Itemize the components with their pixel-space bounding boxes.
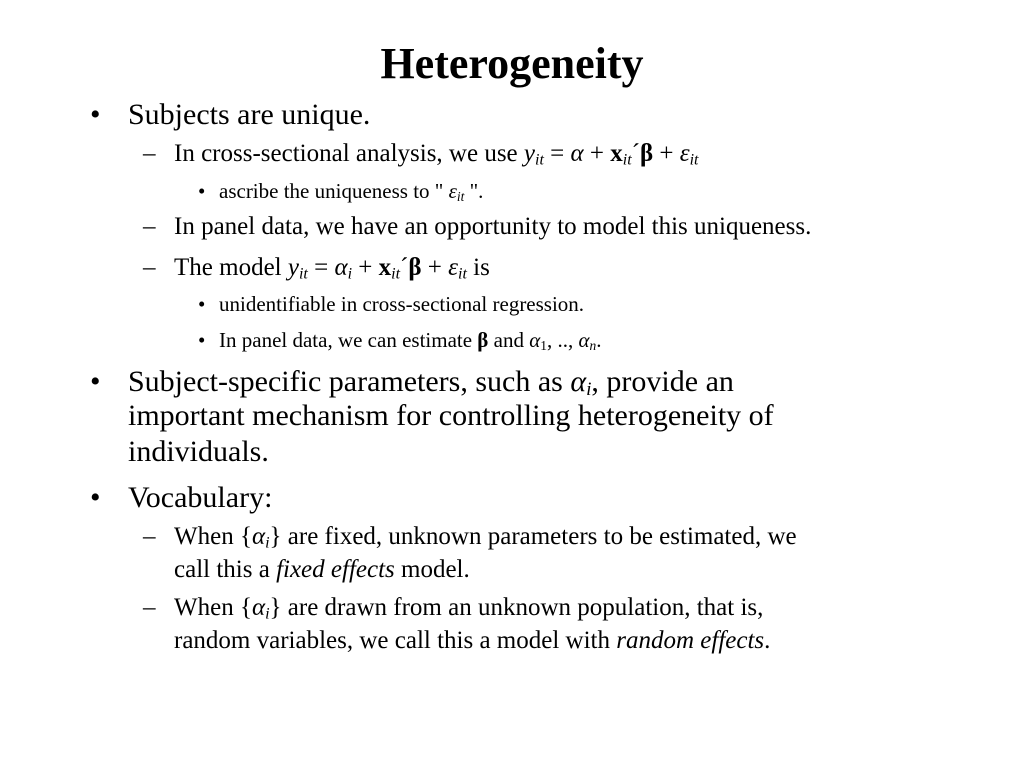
bullet-text-line2: important mechanism for controlling heterogeneity of	[128, 399, 774, 432]
bullet-text: Vocabulary:	[128, 481, 273, 514]
bullet-text: Subjects are unique.	[128, 98, 371, 131]
subbullet-text: In cross-sectional analysis, we use $y_{it} = \alpha$ + $x_{it}´\beta + \varepsilon_{it}$	[174, 140, 699, 169]
bullet-marker: •	[90, 481, 101, 514]
subbullet-text: In panel data, we have an opportunity to model this uniqueness.	[174, 213, 812, 240]
subsubbullet-text: In panel data, we can estimate β and $\alpha_1$, .., $\alpha_n$.	[219, 328, 602, 353]
dot-marker: •	[198, 292, 206, 316]
subbullet-text-line2: random variables, we call this a model with random effects.	[174, 627, 771, 654]
slide-title: Heterogeneity	[380, 39, 644, 88]
bullet-marker: •	[90, 98, 101, 131]
dot-marker: •	[198, 328, 206, 352]
dash-marker: –	[143, 594, 156, 621]
bullet-text-line1: Subject-specific parameters, such as $\alpha_i$, provide an	[128, 365, 734, 401]
bullet-marker: •	[90, 365, 101, 398]
dash-marker: –	[143, 140, 156, 167]
subsubbullet-text: ascribe the uniqueness to " $\varepsilon_{it}$ ".	[219, 179, 484, 204]
dot-marker: •	[198, 179, 206, 203]
subbullet-text-line2: call this a fixed effects model.	[174, 556, 470, 583]
subsubbullet-text: unidentifiable in cross-sectional regression.	[219, 292, 585, 316]
subbullet-text-line1: When $\{\alpha_i\}$ are fixed, unknown parameters to be estimated, we	[174, 523, 797, 552]
subbullet-text-line1: When $\{\alpha_i\}$ are drawn from an unknown population, that is,	[174, 594, 764, 623]
dash-marker: –	[143, 254, 156, 281]
subbullet-text: The model $y_{it} = \alpha_i$ + $x_{it}´\beta + \varepsilon_{it}$ is	[174, 254, 490, 283]
bullet-text-line3: individuals.	[128, 435, 269, 468]
dash-marker: –	[143, 523, 156, 550]
dash-marker: –	[143, 213, 156, 240]
